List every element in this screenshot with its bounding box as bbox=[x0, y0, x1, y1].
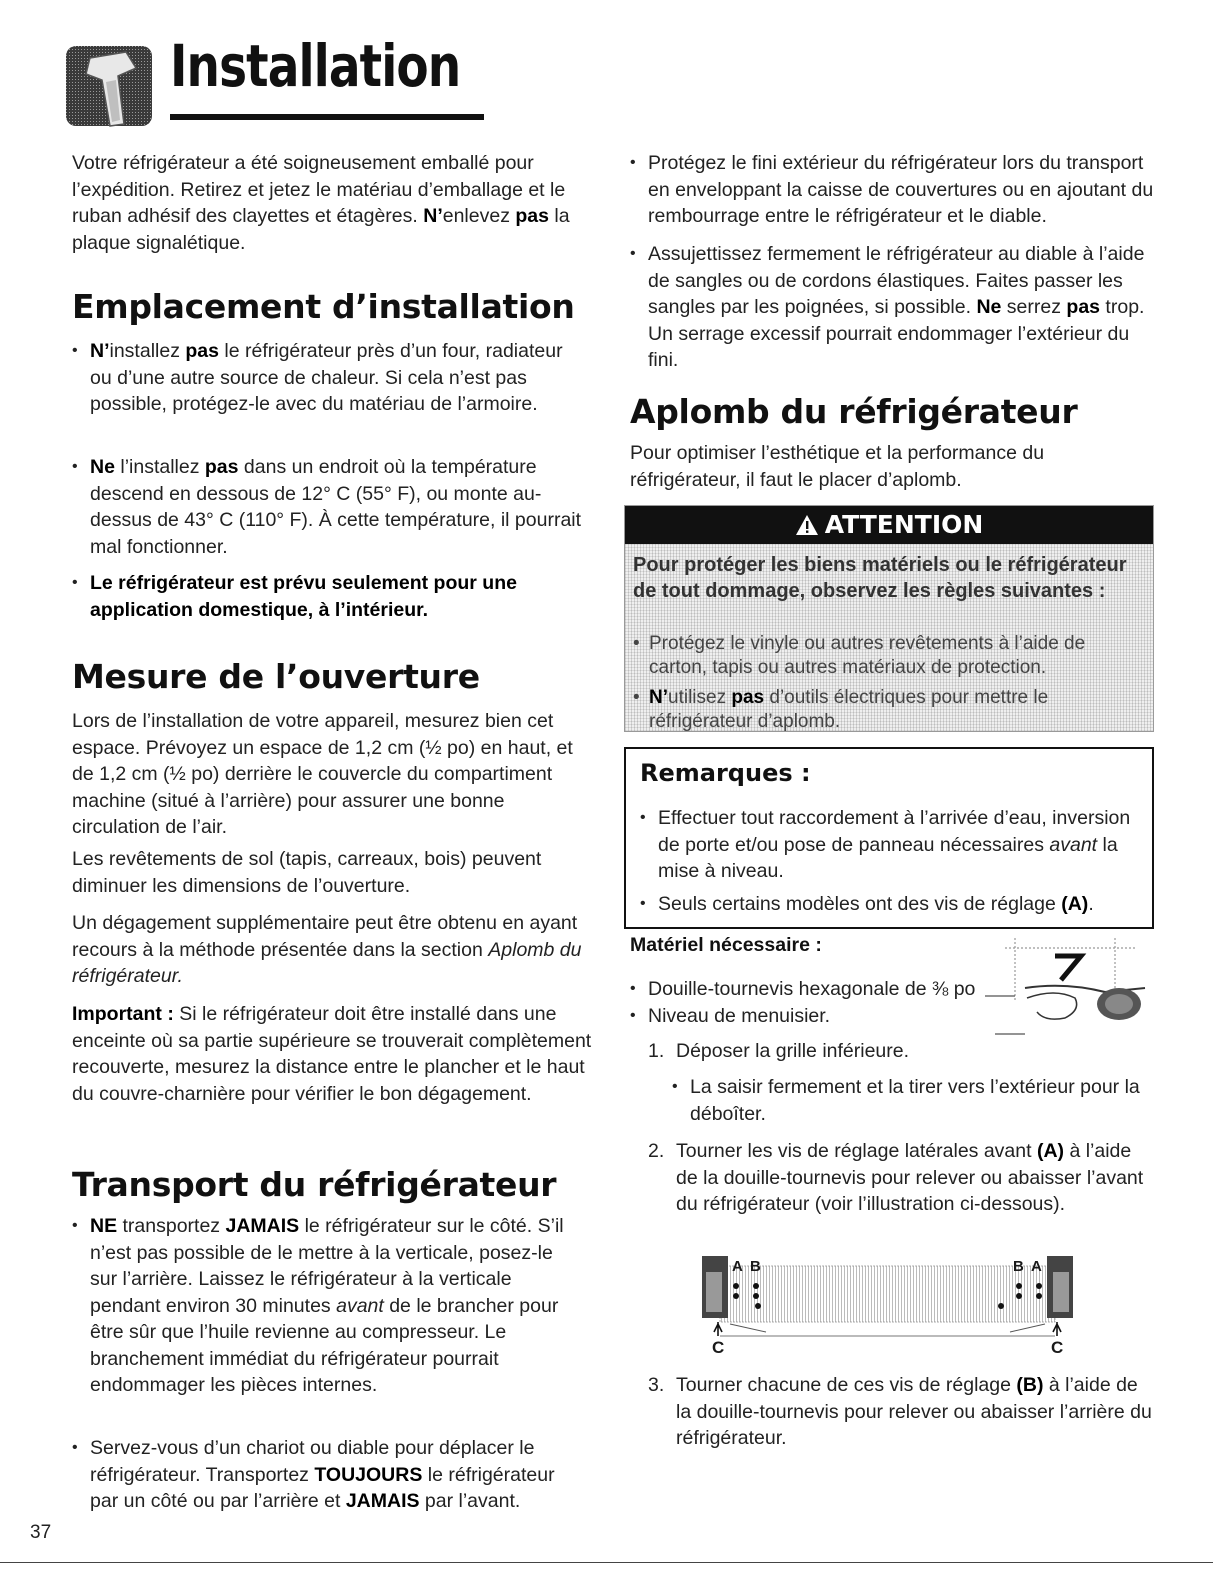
list-item: • Effectuer tout raccordement à l’arrivée d’eau, inversion de porte et/ou pose de panneau nécessaires avant la mise à niveau. bbox=[640, 805, 1140, 885]
materiel-title: Matériel nécessaire : bbox=[630, 934, 822, 956]
step-3: 3. Tourner chacune de ces vis de réglage (B) à l’aide de la douille-tournevis pour relever ou abaisser l’arrière du réfrigérateur. bbox=[648, 1374, 1152, 1449]
diagram-label-b-right: B bbox=[1013, 1258, 1024, 1275]
page-number: 37 bbox=[30, 1522, 52, 1543]
attention-body bbox=[625, 544, 1153, 731]
mesure-paragraph-1: Lors de l’installation de votre appareil, mesurez bien cet espace. Prévoyez un espace de 1,2 cm (½ po) en haut, et de 1,2 cm (½ po) derrière le couvercle du compartiment machine (situé à l’arrière) pour assurer une bonne circulation de l’air. bbox=[72, 710, 573, 838]
list-item: • Ne l’installez pas dans un endroit où la température descend en dessous de 12° C (55° F), ou monte au-dessus de 43° C (110° F). À cette température, il pourrait mal fonctionner. bbox=[72, 454, 582, 560]
mesure-paragraph-2: Les revêtements de sol (tapis, carreaux, bois) peuvent diminuer les dimensions de l’ouverture. bbox=[72, 848, 542, 897]
wrench-icon bbox=[66, 46, 156, 130]
step-2: 2. Tourner les vis de réglage latérales avant (A) à l’aide de la douille-tournevis pour relever ou abaisser l’avant du réfrigérateur (voir l’illustration ci-dessous). bbox=[648, 1140, 1144, 1215]
list-item: • N’utilisez pas d’outils électriques pour mettre le réfrigérateur d’aplomb. bbox=[633, 686, 1143, 732]
mesure-paragraph-4: Important : Si le réfrigérateur doit être installé dans une enceinte où sa partie supérieure se trouverait complètement recouverte, mesurez la distance entre le plancher et le haut du couvre-charnière pour vérifier le bon dégagement. bbox=[72, 1003, 592, 1105]
section-title-aplomb: Aplomb du réfrigérateur bbox=[630, 392, 1078, 431]
list-item: • Douille-tournevis hexagonale de ⅜ po bbox=[630, 976, 990, 1003]
remarques-title: Remarques : bbox=[640, 759, 811, 787]
diagram-label-a-right: A bbox=[1031, 1258, 1042, 1275]
diagram-label-c-right: C bbox=[1051, 1338, 1064, 1357]
list-item: • Protégez le fini extérieur du réfrigérateur lors du transport en enveloppant la caisse de couvertures ou en ajoutant du rembourrage entre le réfrigérateur et le diable. bbox=[630, 150, 1170, 230]
grille-illustration bbox=[985, 938, 1153, 1064]
page-header bbox=[66, 30, 461, 130]
list-item: • N’installez pas le réfrigérateur près d’un four, radiateur ou d’une autre source de chaleur. Si cela n’est pas possible, protégez-le avec du matériau de l’armoire. bbox=[72, 338, 582, 418]
leveling-diagram bbox=[700, 1252, 1075, 1364]
list-item: • La saisir fermement et la tirer vers l’extérieur pour la déboîter. bbox=[672, 1074, 1142, 1127]
list-item: • NE transportez JAMAIS le réfrigérateur sur le côté. S’il n’est pas possible de le mettre à la verticale, posez-le sur l’arrière. Laissez le réfrigérateur à la verticale pendant environ 30 minutes avant de le brancher pour être sûr que l’huile revienne au compresseur. Le branchement immédiat du réfrigérateur pourrait endommager les pièces internes. bbox=[72, 1213, 582, 1399]
remarques-box bbox=[624, 747, 1154, 929]
section-title-transport: Transport du réfrigérateur bbox=[72, 1165, 557, 1204]
attention-header: ATTENTION bbox=[625, 506, 1153, 544]
section-title-emplacement: Emplacement d’installation bbox=[72, 287, 575, 326]
footer-rule bbox=[0, 1562, 1213, 1563]
warning-triangle-icon bbox=[795, 514, 819, 536]
intro-paragraph: Votre réfrigérateur a été soigneusement emballé pour l’expédition. Retirez et jetez le matériau d’emballage et le ruban adhésif des clayettes et étagères. N’enlevez pas la plaque signalétique. bbox=[72, 152, 570, 254]
list-item: • Assujettissez fermement le réfrigérateur au diable à l’aide de sangles ou de cordons élastiques. Faites passer les sangles par les poignées, si possible. Ne serrez pas trop. Un serrage excessif pourrait endommager l’extérieur du fini. bbox=[630, 241, 1150, 374]
diagram-label-c-left: C bbox=[712, 1338, 725, 1357]
attention-box bbox=[624, 505, 1154, 732]
section-title-mesure: Mesure de l’ouverture bbox=[72, 657, 480, 696]
list-item: • Le réfrigérateur est prévu seulement pour une application domestique, à l’intérieur. bbox=[72, 570, 582, 623]
step-1: 1. Déposer la grille inférieure. bbox=[648, 1040, 910, 1062]
aplomb-paragraph: Pour optimiser l’esthétique et la performance du réfrigérateur, il faut le placer d’aplomb. bbox=[630, 442, 1045, 491]
list-item: • Seuls certains modèles ont des vis de réglage (A). bbox=[640, 891, 1150, 918]
list-item: • Protégez le vinyle ou autres revêtements à l’aide de carton, tapis ou autres matériaux de protection. bbox=[633, 632, 1143, 680]
diagram-label-a-left: A bbox=[732, 1258, 743, 1275]
list-item: • Niveau de menuisier. bbox=[630, 1003, 990, 1030]
diagram-label-b-left: B bbox=[750, 1258, 761, 1275]
mesure-paragraph-3: Un dégagement supplémentaire peut être obtenu en ayant recours à la méthode présentée dans la section Aplomb du réfrigérateur. bbox=[72, 912, 582, 987]
title-underline bbox=[170, 114, 484, 120]
list-item: • Servez-vous d’un chariot ou diable pour déplacer le réfrigérateur. Transportez TOUJOURS le réfrigérateur par un côté ou par l’arrière et JAMAIS par l’avant. bbox=[72, 1435, 582, 1515]
attention-intro: Pour protéger les biens matériels ou le réfrigérateur de tout dommage, observez les règles suivantes : bbox=[633, 554, 1127, 602]
page-title: Installation bbox=[170, 32, 461, 100]
